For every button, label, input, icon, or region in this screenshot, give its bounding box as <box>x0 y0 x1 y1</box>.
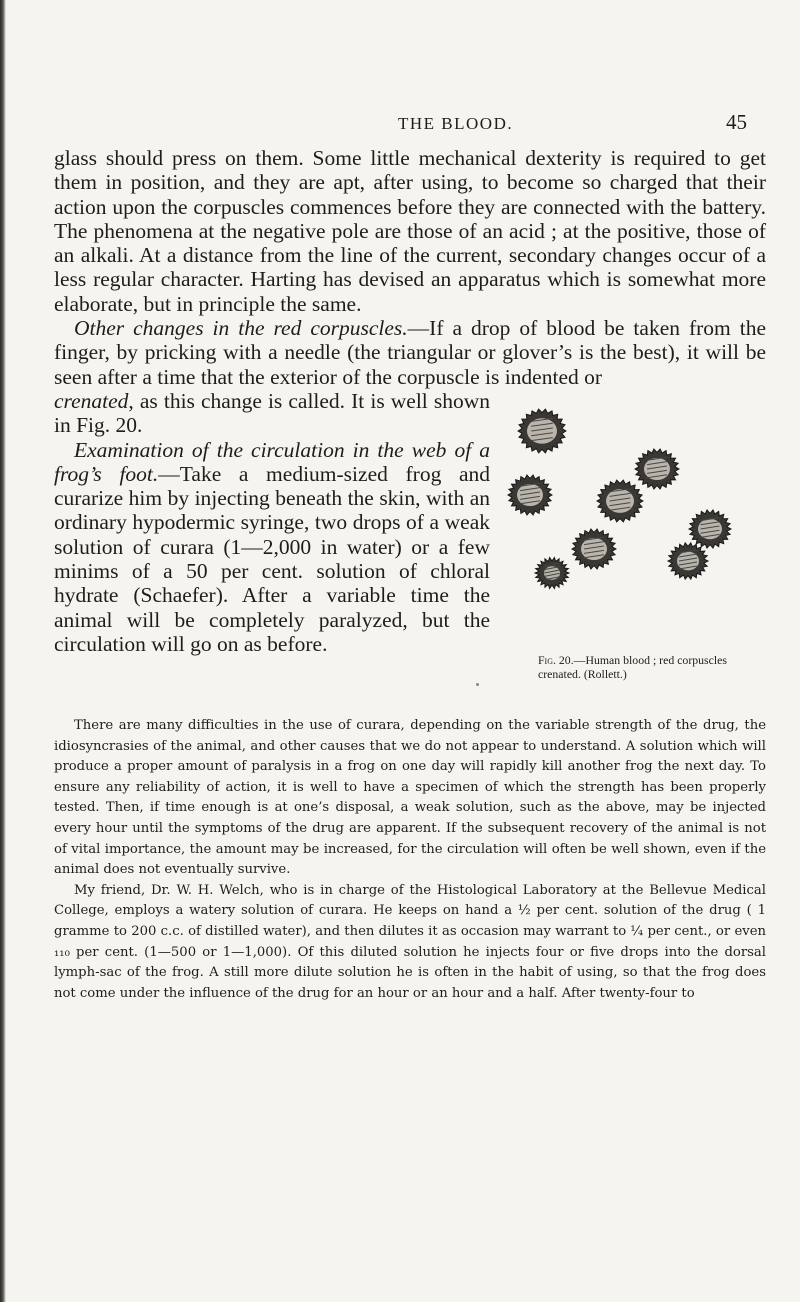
paragraph-heading: Other changes in the red corpuscles. <box>74 316 408 341</box>
red-corpuscle <box>518 409 566 453</box>
figure-20 <box>502 389 768 714</box>
red-corpuscle <box>535 557 569 588</box>
red-corpuscle <box>508 475 552 515</box>
red-corpuscle <box>635 449 679 489</box>
paragraph-text: —Take a medium-sized frog and curarize him by injecting beneath the skin, with an ordinary hypodermic syringe, two drops of a weak solution of curara (1—2,000 in water) or a few minims of a 50 per cent. solution of chloral hydrate (Schaefer). After a variable time the animal will be completely paralyzed, but the circulation will go on as before. <box>54 461 490 656</box>
red-corpuscle <box>689 510 731 548</box>
page-header <box>0 106 800 140</box>
paragraph-text: , as this change is called. It is well shown in Fig. 20. <box>54 388 490 438</box>
paragraph-text: —If a drop of blood be taken from the finger, by pricking with a needle (the triangular or glover’s is the best), it will be seen after a time that the exterior of the corpuscle is indented or <box>54 316 766 389</box>
running-title: THE BLOOD. <box>398 114 514 133</box>
paragraph-electrolysis <box>54 146 766 316</box>
figure-label: Fig. 20. <box>538 652 574 667</box>
main-text <box>54 146 766 714</box>
figure-caption-text: —Human blood ; red corpuscles crenated. (Rollett.) <box>538 652 727 681</box>
footnote-paragraph: There are many difficulties in the use of curara, depending on the variable strength of the drug, the idiosyncrasies of the animal, and other causes that we do not appear to understand. A solution which will produce a proper amount of paralysis in a frog on one day will rapidly kill another frog the next day. To ensure any reliability of action, it is well to have a specimen of which the strength has been properly tested. Then, if time enough is at one’s disposal, a weak solution, such as the above, may be injected every hour until the symptoms of the drug are apparent. If the subsequent recovery of the animal is not of vital importance, the amount may be increased, for the circulation will often be well shown, even if the animal does not eventually survive. <box>54 718 766 878</box>
paragraph-heading: Examination of the circulation in the web of a frog’s foot. <box>54 437 490 486</box>
print-mark <box>476 683 479 686</box>
red-corpuscle <box>668 543 708 579</box>
paragraph-crenation <box>54 316 766 389</box>
red-corpuscle <box>597 480 643 522</box>
red-corpuscle <box>572 529 616 569</box>
footnote-paragraph: My friend, Dr. W. H. Welch, who is in charge of the Histological Laboratory at the Bellevue Medical College, employs a watery solution of curara. He keeps on hand a ½ per cent. solution of the drug ( 1 gramme to 200 c.c. of distilled water), and then dilutes it as occasion may warrant to ¼ per cent., or even ₁₁₀ per cent. (1—500 or 1—1,000). Of this diluted solution he injects four or five drops into the dorsal lymph-sac of the frog. A still more dilute solution he is often in the habit of using, so that the frog does not come under the influence of the drug for an hour or an hour and a half. After twenty-four to <box>54 882 766 1001</box>
page-binding-edge <box>0 0 6 1302</box>
figure-caption <box>502 653 768 681</box>
footnote <box>54 716 766 1004</box>
paragraph-text: glass should press on them. Some little mechanical dexterity is required to get them in position, and they are apt, after using, to become so charged that their action upon the corpuscles commences before they are connected with the battery. The phenomena at the negative pole are those of an acid ; at the positive, those of an alkali. At a distance from the line of the current, secondary changes occur of a less regular character. Harting has devised an apparatus which is somewhat more elaborate, but in principle the same. <box>54 146 766 316</box>
emphasized-term: crenated <box>54 388 129 413</box>
page-number: 45 <box>726 110 747 134</box>
crenated-corpuscles-illustration <box>502 389 768 659</box>
